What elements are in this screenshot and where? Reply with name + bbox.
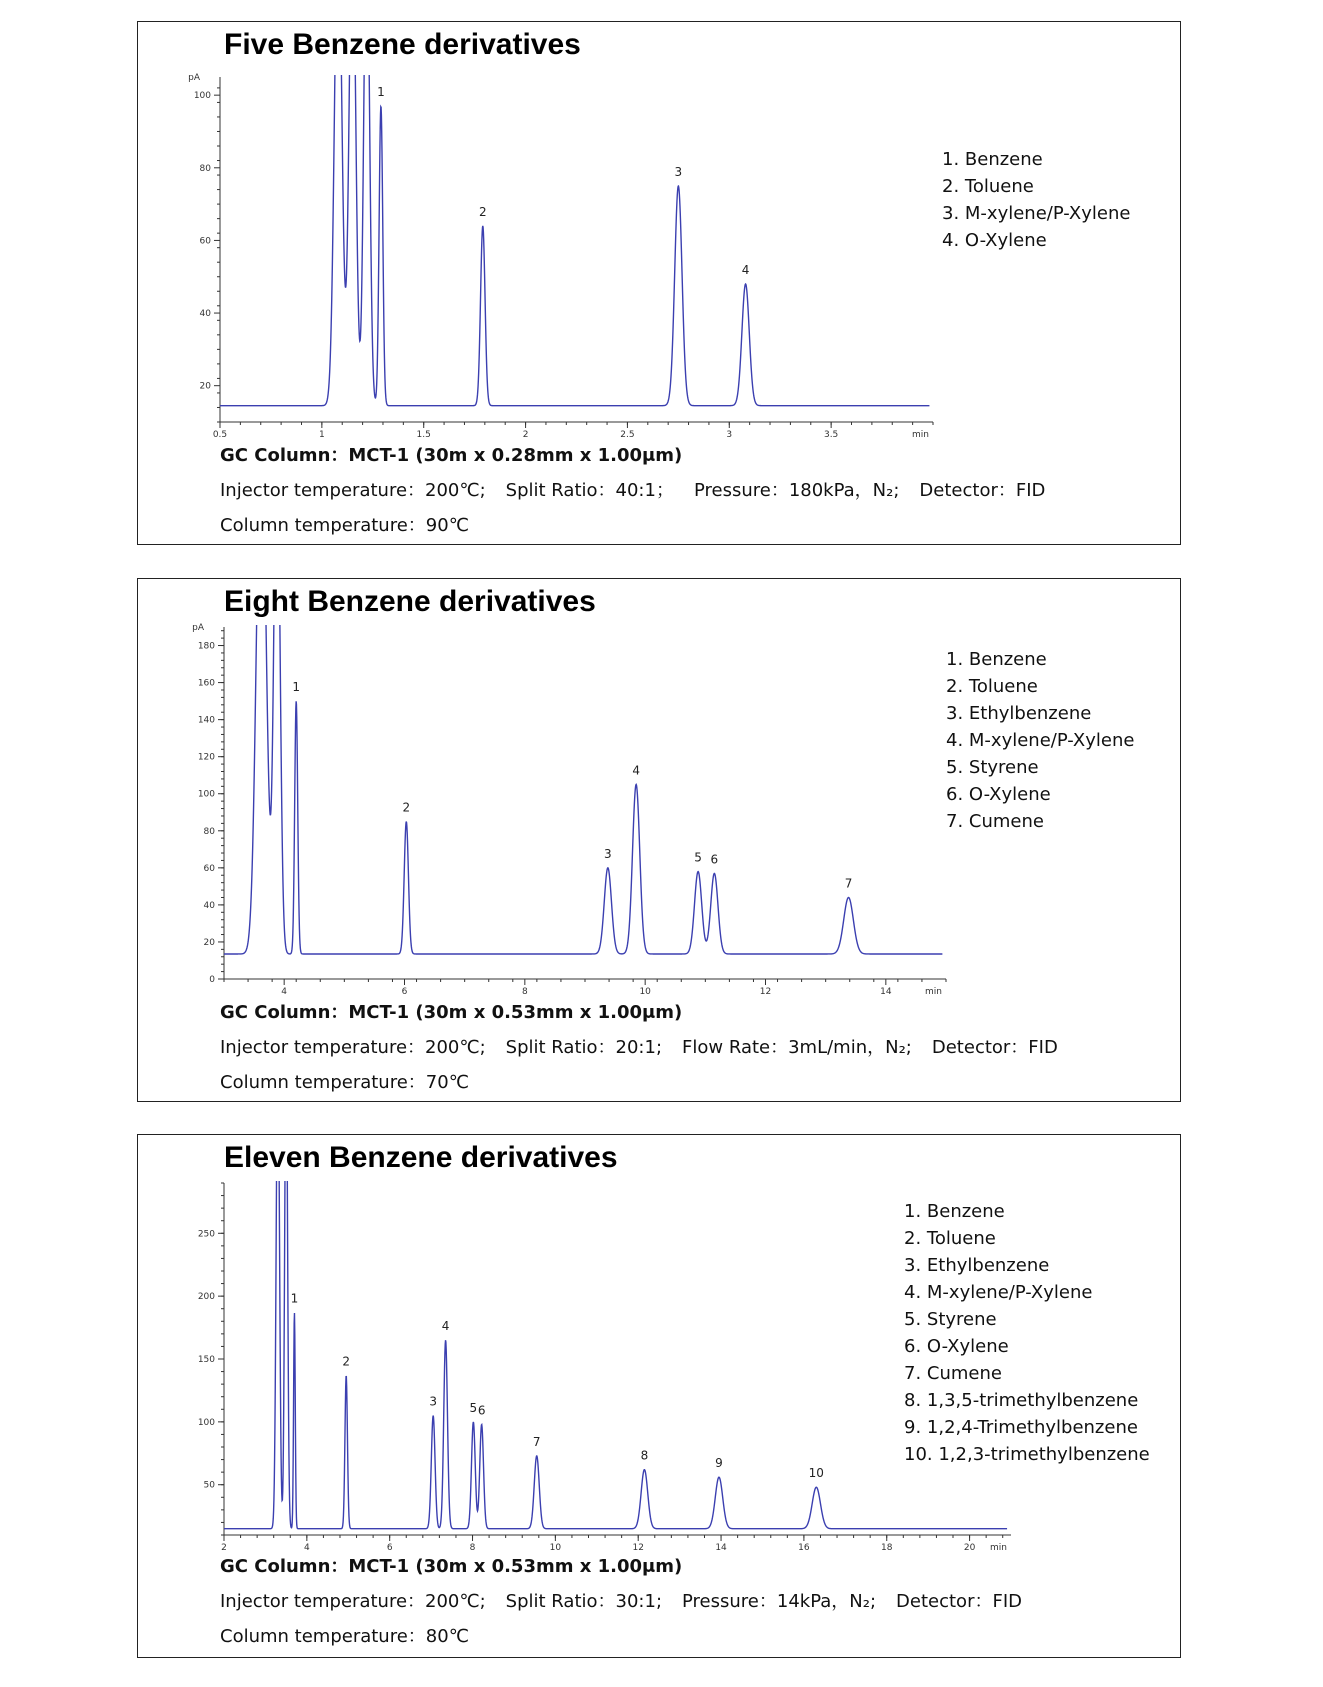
chart-panel-five: [137, 21, 1181, 545]
peak-label: 4: [632, 763, 640, 778]
chart-panel-eleven: [137, 1134, 1181, 1658]
x-axis-label: min: [912, 430, 929, 440]
legend-item: 4. M-xylene/P-Xylene: [946, 730, 1135, 751]
peak-label: 1: [292, 680, 301, 695]
y-axis-label: pA: [192, 623, 204, 633]
gc-column: GC Column：MCT-1 (30m x 0.53mm x 1.00μm): [220, 1556, 683, 1577]
y-tick-label: 150: [197, 1355, 215, 1365]
legend-item: 1. Benzene: [904, 1201, 1005, 1222]
legend-item: 7. Cumene: [904, 1363, 1002, 1384]
conditions-line: [220, 1584, 1022, 1619]
legend-item: 6. O-Xylene: [946, 784, 1051, 805]
peak-label: 4: [441, 1319, 450, 1334]
x-tick-label: 2: [522, 430, 529, 440]
conditions-line: [220, 473, 1045, 508]
y-tick-label: 80: [199, 163, 211, 174]
peak-label: 3: [674, 164, 683, 179]
peak-label: 2: [402, 800, 411, 815]
x-tick-label: 12: [632, 1543, 644, 1553]
detector: Detector：FID: [919, 480, 1046, 501]
method-info: [220, 1549, 1022, 1654]
y-tick-label: 20: [199, 381, 211, 392]
legend-item: 2. Toluene: [904, 1228, 996, 1249]
y-tick-label: 180: [197, 641, 215, 652]
peak-label: 10: [808, 1466, 824, 1481]
legend-item: 2. Toluene: [942, 176, 1034, 197]
x-tick-label: 6: [401, 987, 408, 997]
legend-item: 7. Cumene: [946, 811, 1044, 832]
peak-label: 8: [640, 1448, 649, 1463]
x-tick-label: 4: [303, 1543, 310, 1553]
y-tick-label: 80: [203, 826, 215, 837]
x-tick-label: 3: [726, 430, 733, 440]
x-tick-label: 2: [221, 1543, 227, 1553]
x-tick-label: 6: [386, 1543, 393, 1553]
x-tick-label: 20: [963, 1543, 976, 1553]
chromatogram-trace: [220, 22, 929, 406]
x-axis-label: min: [990, 1543, 1007, 1553]
y-tick-label: 100: [197, 789, 215, 800]
legend-item: 8. 1,3,5-trimethylbenzene: [904, 1390, 1139, 1411]
x-tick-label: 14: [715, 1543, 727, 1553]
y-tick-label: 50: [203, 1480, 215, 1491]
x-tick-label: 4: [281, 987, 288, 997]
y-tick-label: 140: [197, 715, 215, 726]
y-tick-label: 120: [197, 752, 215, 763]
legend-item: 3. Ethylbenzene: [904, 1255, 1050, 1276]
y-tick-label: 20: [203, 937, 215, 948]
gc-column: GC Column：MCT-1 (30m x 0.28mm x 1.00μm): [220, 445, 683, 466]
legend-item: 2. Toluene: [946, 676, 1038, 697]
peak-label: 2: [478, 204, 487, 219]
chromatogram-trace: [224, 579, 942, 954]
x-tick-label: 2.5: [620, 430, 635, 440]
x-tick-label: 14: [880, 987, 892, 997]
peak-label: 5: [469, 1400, 478, 1415]
legend-item: 9. 1,2,4-Trimethylbenzene: [904, 1417, 1138, 1438]
legend-item: 10. 1,2,3-trimethylbenzene: [904, 1444, 1150, 1465]
peak-label: 3: [604, 846, 612, 861]
legend-item: 6. O-Xylene: [904, 1336, 1009, 1357]
x-tick-label: 0.5: [212, 430, 228, 440]
x-axis-label: min: [925, 987, 942, 997]
split-ratio: Split Ratio：20:1;: [505, 1037, 663, 1058]
gc-column: GC Column：MCT-1 (30m x 0.53mm x 1.00μm): [220, 1002, 683, 1023]
legend-item: 4. M-xylene/P-Xylene: [904, 1282, 1093, 1303]
flow-rate: Flow Rate：3mL/min，N₂;: [682, 1037, 912, 1058]
pressure: Pressure：180kPa，N₂;: [693, 480, 900, 501]
y-tick-label: 200: [197, 1292, 215, 1303]
x-tick-label: 10: [549, 1543, 562, 1553]
method-info: [220, 438, 1045, 543]
column-temperature: Column temperature：90℃: [220, 515, 469, 536]
peak-legend: [904, 1198, 1150, 1468]
injector-temperature: Injector temperature：200℃;: [220, 1591, 486, 1612]
injector-temperature: Injector temperature：200℃;: [220, 1037, 486, 1058]
x-tick-label: 10: [639, 987, 651, 997]
x-tick-label: 1.5: [416, 430, 431, 440]
peak-label: 6: [710, 852, 719, 867]
x-tick-label: 18: [881, 1543, 893, 1553]
legend-item: 3. M-xylene/P-Xylene: [942, 203, 1131, 224]
legend-item: 3. Ethylbenzene: [946, 703, 1092, 724]
peak-label: 1: [377, 85, 385, 100]
legend-item: 5. Styrene: [904, 1309, 997, 1330]
y-tick-label: 60: [203, 863, 215, 874]
x-tick-label: 3.5: [823, 430, 839, 440]
peak-label: 7: [532, 1434, 541, 1449]
legend-item: 1. Benzene: [946, 649, 1047, 670]
x-tick-label: 1: [318, 430, 325, 440]
x-tick-label: 12: [759, 987, 772, 997]
legend-item: 5. Styrene: [946, 757, 1039, 778]
y-axis-label: pA: [188, 73, 200, 83]
legend-item: 1. Benzene: [942, 149, 1043, 170]
peak-label: 6: [477, 1403, 486, 1418]
chromatogram-trace: [224, 1135, 1007, 1529]
peak-label: 1: [290, 1291, 299, 1306]
y-tick-label: 40: [199, 309, 211, 320]
split-ratio: Split Ratio：30:1;: [505, 1591, 663, 1612]
x-tick-label: 16: [798, 1543, 810, 1553]
chart-title: Eight Benzene derivatives: [224, 585, 596, 618]
split-ratio: Split Ratio：40:1；: [505, 480, 674, 501]
y-tick-label: 100: [193, 91, 211, 102]
peak-label: 7: [844, 876, 853, 891]
injector-temperature: Injector temperature：200℃;: [220, 480, 486, 501]
chart-title: Eleven Benzene derivatives: [224, 1141, 618, 1174]
y-tick-label: 250: [197, 1229, 215, 1240]
peak-label: 3: [429, 1394, 437, 1409]
detector: Detector：FID: [896, 1591, 1022, 1612]
x-tick-label: 8: [469, 1543, 476, 1553]
y-tick-label: 160: [197, 678, 215, 689]
column-temperature: Column temperature：70℃: [220, 1072, 469, 1093]
detector: Detector：FID: [931, 1037, 1058, 1058]
legend-item: 4. O-Xylene: [942, 230, 1047, 251]
y-tick-label: 0: [209, 975, 215, 985]
y-tick-label: 40: [203, 900, 215, 911]
chart-panel-eight: [137, 578, 1181, 1102]
x-tick-label: 8: [521, 987, 528, 997]
peak-label: 9: [715, 1456, 723, 1471]
y-tick-label: 100: [197, 1417, 215, 1428]
method-info: [220, 995, 1058, 1100]
chart-title: Five Benzene derivatives: [224, 28, 581, 61]
peak-label: 4: [741, 263, 750, 277]
conditions-line: [220, 1030, 1058, 1065]
y-tick-label: 60: [199, 236, 211, 247]
column-temperature: Column temperature：80℃: [220, 1626, 469, 1647]
peak-legend: [942, 146, 1130, 254]
peak-label: 2: [342, 1354, 351, 1369]
pressure: Pressure：14kPa，N₂;: [682, 1591, 877, 1612]
peak-legend: [946, 646, 1134, 835]
peak-label: 5: [694, 850, 702, 865]
